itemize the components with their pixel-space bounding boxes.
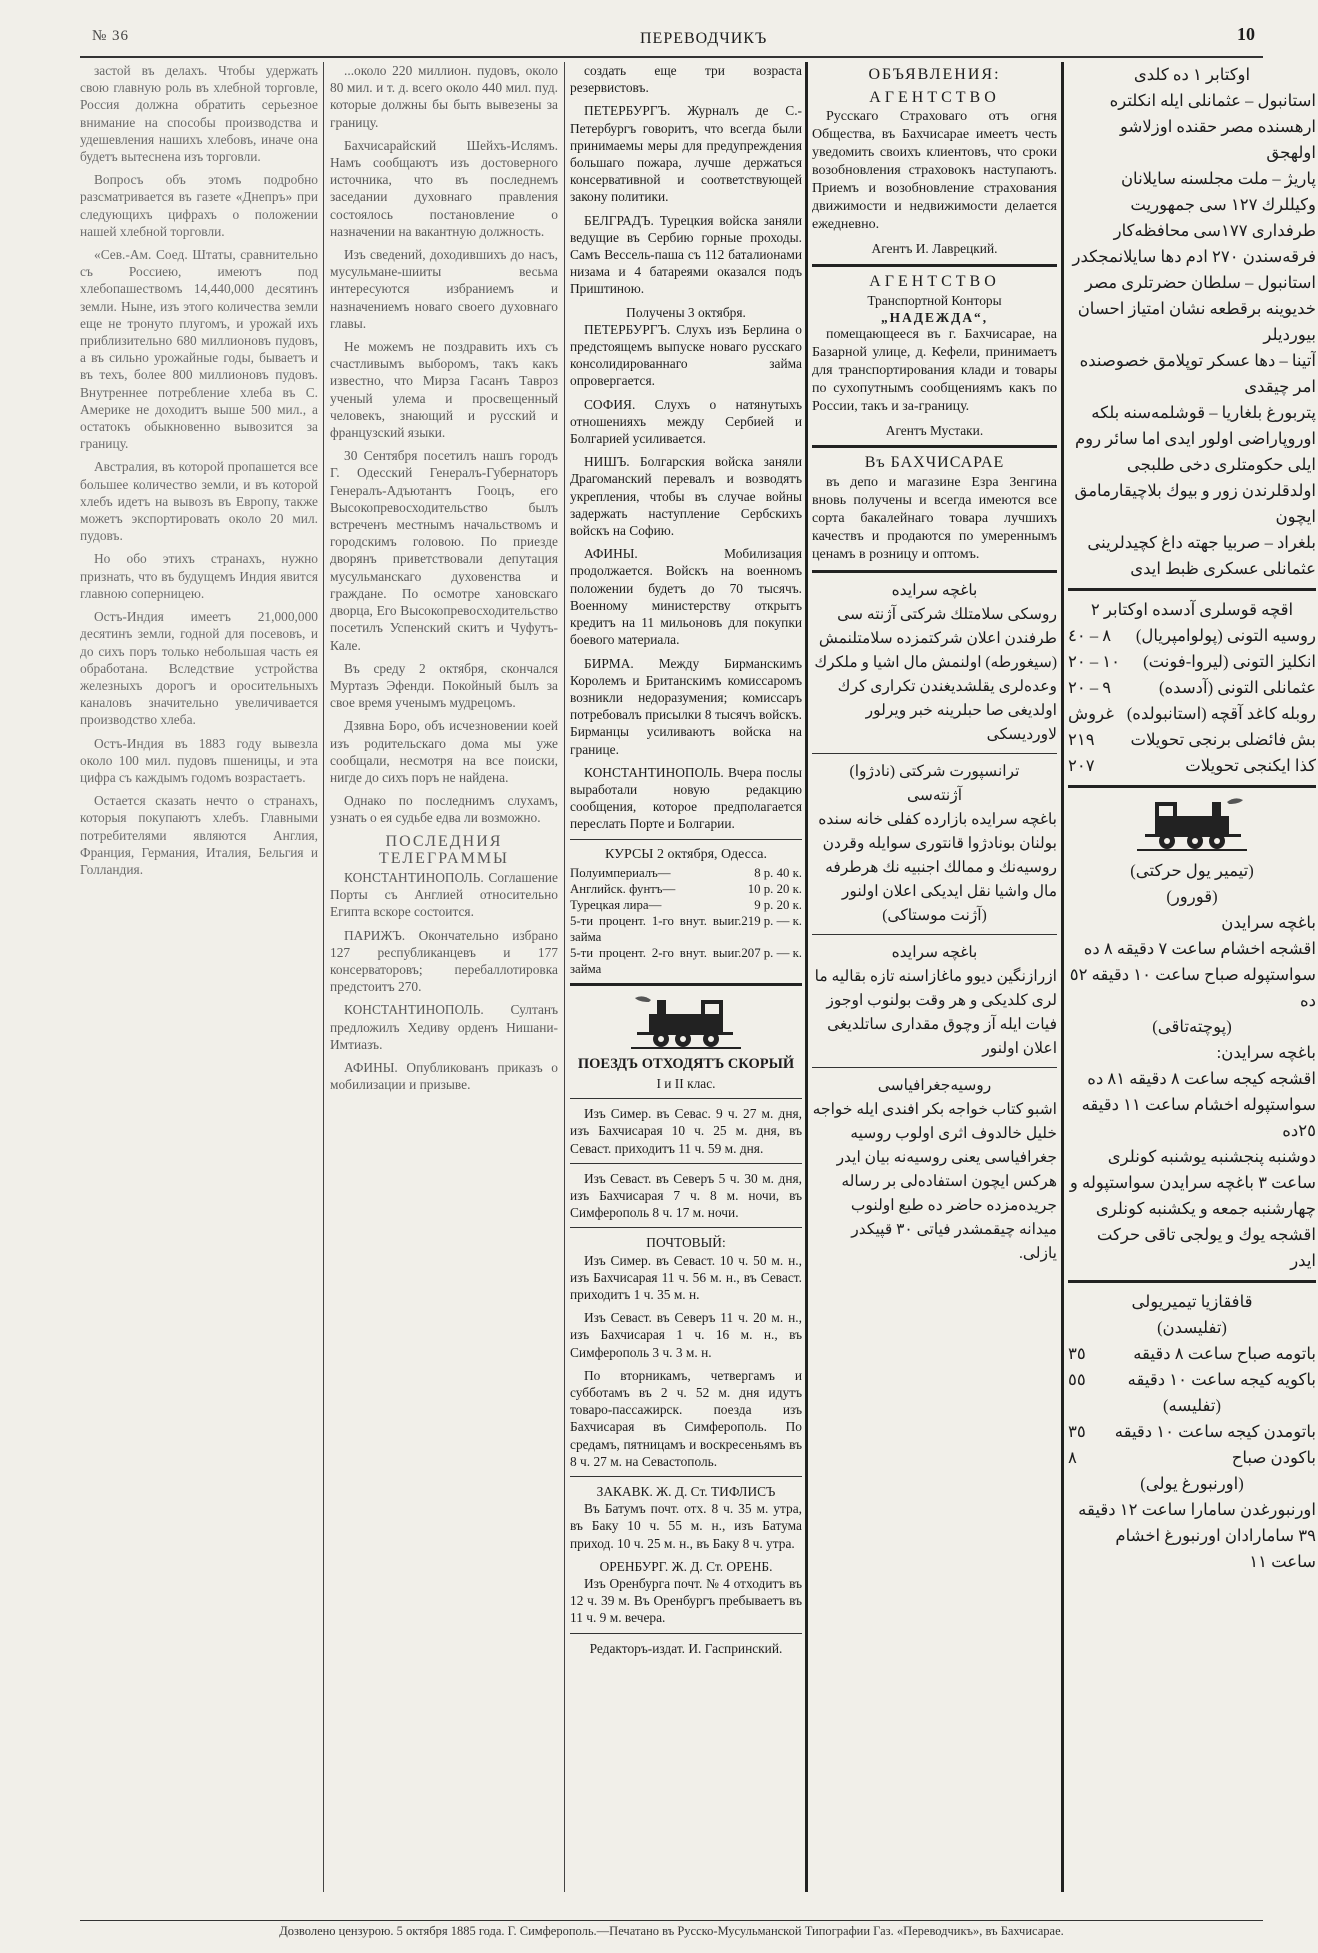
imprint-footer: Дозволено цензурою. 5 октября 1885 года. Г. Симферополь.—Печатано въ Русско-Мусульманской Типографии Газ. «Переводчикъ», въ Бахчисарае. (80, 1920, 1263, 1939)
ottoman-ad-title: باغچه سرايده (891, 943, 978, 961)
agency-agent: Агентъ И. Лаврецкий. (871, 241, 998, 257)
news-paragraph: 30 Сентября посетилъ нашъ городъ Г. Одесский Генералъ-Губернаторъ Генералъ-Адъютантъ Гооцъ, его Высокопревосходительство былъ встреченъ местнымъ начальствомъ и городскимъ головою. По приезде дворянъ приветствовали депутация мусульманскаго духовенства и граждане. По осмотре хановскаго дворца, Его Высокопревосходительство посетилъ Успенский скитъ и Чуфутъ-Кале. (330, 448, 558, 653)
divider (570, 1098, 802, 1099)
orenburg-title: ОРЕНБУРГ. Ж. Д. Ст. ОРЕНБ. (599, 1558, 773, 1574)
column-5-ottoman (1068, 62, 1316, 1902)
ottoman-ad-text: روسكى سلامتلك شركتى آژنته سى طرفندن اعلان شركتمزده سلامتلنمش (سيغورطه) اولنمش مال اشيا و ملكرك وعده‌لرى يقلشديغندن تكرارى كرك اولديغى صا حبلرينه خبر ويرلور (814, 605, 1057, 719)
table-row: كذا ايكنجى تحويلات ٢٠٧ (1068, 756, 1316, 775)
table-row: باتومه صباح ساعت ٨ دقيقه ٣٥ (1068, 1344, 1316, 1363)
article-paragraph: Австралия, въ которой пропашется все большее количество земли, и въ которой хлебъ идетъ на вывозъ въ Европу, также можетъ экспортировать около 20 мил. пудовъ. (80, 459, 318, 544)
table-row: 5-ти процент. 2-го внут. выиг. займа 207 р. — к. (570, 945, 802, 976)
ottoman-ad-agent: لاورديسكى (986, 725, 1057, 743)
caucasus-subtitle: (تفليسدن) (1157, 1318, 1227, 1337)
mail-train-title: ПОЧТОВЫЙ: (646, 1235, 726, 1251)
ottoman-ad-title: باغچه سرايده (891, 581, 978, 599)
news-paragraph: Не можемъ не поздравить ихъ съ счастливымъ выборомъ, такъ какъ известно, что Мирза Гасанъ Тавроз ученый улема и просвещенный человекъ, знающий и русский и французский языки. (330, 339, 558, 441)
news-paragraph: Въ среду 2 октября, скончался Муртазъ Эфенди. Покойный былъ за свое время ученымъ мудрецомъ. (330, 660, 558, 711)
ottoman-news: استانبول – عثمانلى ايله انكلتره ارهسنده مصر حقنده اوزلاشو اولهجق (1109, 91, 1316, 162)
telegrams-heading: ПОСЛЕДНИЯ ТЕЛЕГРАММЫ (378, 832, 510, 867)
agency-subtitle: Транспортной Конторы (867, 292, 1002, 308)
ottoman-date: اوكتابر ١ ده كلدى (1133, 65, 1251, 84)
caucasus-title: قافقازيا تيميريولى (1131, 1292, 1253, 1311)
article-paragraph: Но обо этихъ странахъ, нужно признать, что въ будущемъ Индия явится главною соперницею. (80, 551, 318, 601)
column-divider (805, 62, 808, 1892)
agency-title: АГЕНТСТВО (869, 89, 1000, 107)
trains-title: ПОЕЗДЪ ОТХОДЯТЪ СКОРЫЙ (577, 1055, 795, 1072)
divider (1068, 785, 1316, 788)
divider (812, 753, 1057, 754)
caucasus-subtitle: (تفليسه) (1163, 1396, 1221, 1415)
telegram-item: БИРМА. Между Бирманскимъ Королемъ и Британскимъ комиссаромъ возникли недоразумения; комиссаръ потребовалъ присылки 8 тысячъ войскъ. Бирманцы усиливаютъ войска на границе. (570, 655, 802, 757)
article-paragraph: Вопросъ объ этомъ подробно разсматривается въ газете «Днепръ» при следующихъ цифрахъ о положении нашей хлебной торговли. (80, 172, 318, 239)
issue-number: № 36 (92, 28, 130, 44)
train-schedule: Изъ Севаст. въ Северъ 11 ч. 20 м. н., изъ Бахчисарая 1 ч. 16 м. н., въ Симферополь 3 ч. 3 м. н. (570, 1310, 802, 1360)
telegram-item: АФИНЫ. Опубликованъ приказъ о мобилизации и призыве. (330, 1059, 558, 1093)
table-row: بش فائضلى برنجى تحويلات ٢١٩ (1068, 730, 1316, 749)
table-row: باتومدن كيجه ساعت ١٠ دقيقه ٣٥ (1068, 1422, 1316, 1441)
divider (1068, 1280, 1316, 1283)
table-row: 5-ти процент. 1-го внут. выиг. займа 219 р. — к. (570, 913, 802, 944)
agency-ad-text: Русскаго Страховаго отъ огня Общества, въ Бахчисарае имеетъ честь уведомить своихъ клиентовъ, что сроки возобновления страховокъ наступаютъ. Приемъ и возобновление страхования движимости и недвижимости делается ежедневно. (812, 109, 1057, 233)
train-schedule: Изъ Симер. въ Севаст. 10 ч. 50 м. н., изъ Бахчисарая 11 ч. 56 м. н., въ Севаст. приходитъ 1 ч. 35 м. н. (570, 1252, 802, 1302)
ottoman-news: پتربورغ بلغاريا – قوشلمه‌سنه بلكه اوروپاراضى اولور ايدى اما سائر روم ايلى حكومتلرى دخى طلبجى اولدقلرندن زور و بيوك بلاچيقارمامق ايچون (1074, 403, 1316, 526)
telegram-item: НИШЪ. Болгарския войска заняли Драгоманский перевалъ и возводятъ укрепления, чтобы въ случае войны задержать наступление Сербскихъ войскъ на Софию. (570, 454, 802, 539)
divider (570, 1633, 802, 1634)
telegram-item: создать еще три возраста резервистовъ. (570, 63, 802, 96)
telegram-item: ПАРИЖЪ. Окончательно избрано 127 республиканцевъ и 177 консерваторовъ; перебаллотировка предстоитъ 270. (330, 927, 558, 995)
telegram-item: АФИНЫ. Мобилизация продолжается. Войскъ на военномъ положении будетъ до 70 тысячъ. Военному министерству открытъ кредитъ на 11 мильоновъ для покупки боевого материала. (570, 546, 802, 648)
ottoman-ad-title: ترانسپورت شركتى (نادژوا) (849, 762, 1020, 780)
news-paragraph: ...около 220 миллион. пудовъ, около 80 мил. и т. д. всего около 440 мил. пуд. которые должны бы быть вывезены за границу. (330, 63, 558, 130)
ottoman-ad-subtitle: آژنته‌سى (907, 786, 962, 804)
orenburg-line: اورنبورغدن سامارا ساعت ١٢ دقيقه ٣٩ سامارادان اورنبورغ اخشام ساعت ١١ (1078, 1500, 1316, 1571)
newspaper-title: ПЕРЕВОДЧИКЪ (640, 30, 768, 47)
news-paragraph: Изъ сведений, доходившихъ до насъ, мусульмане-шииты весьма интересуются избраниемъ и назначениемъ новаго своего духовнаго главы. (330, 247, 558, 331)
locomotive-icon (631, 992, 741, 1050)
article-paragraph: «Сев.-Ам. Соед. Штаты, сравнительно съ Россиею, имеютъ под хлебопашествомъ 14,440,000 десятинъ земли. Ныне, изъ этого количества земли еще не тронуто плугомъ, и урожай ихъ приблизительно 680 миллионовъ пудовъ, а въ сильно урожайные годы, бываетъ и въ техъ, более 800 миллионовъ пудовъ. Внутреннее потребление хлеба въ С. Америке не доходитъ выше 500 мил., а остатокъ обыкновенно вывозится за границу. (80, 247, 318, 452)
telegram-item: КОНСТАНТИНОПОЛЬ. Вчера послы выработали новую редакцию сообщения, которое предполагается переслать Порте и Болгарии. (570, 764, 802, 832)
ottoman-rates-title: اقچه قوسلرى آدسده اوكتابر ٢ (1090, 600, 1294, 619)
telegram-item: КОНСТАНТИНОПОЛЬ. Соглашение Порты съ Англией относительно Египта вскоре состоится. (330, 869, 558, 920)
divider (570, 1163, 802, 1164)
rail-line: دوشنبه پنجشنبه يوشنبه كونلرى ساعت ٣ باغچه سرايدن سواستپوله و چهارشنبه جمعه و يكشنبه كونلرى اقشجه يوك و يولجى تاقى حركت ايدر (1069, 1147, 1316, 1270)
column-divider (323, 62, 324, 1892)
table-row: انكليز التونى (ليروا-فونت) ١٠ – ٢٠ (1068, 652, 1316, 671)
shop-ad-title: Въ БАХЧИСАРАЕ (864, 454, 1005, 472)
column-divider (1061, 62, 1064, 1892)
table-row: Английск. фунтъ— 10 р. 20 к. (570, 881, 802, 896)
table-row: Турецкая лира— 9 р. 20 к. (570, 897, 802, 912)
ottoman-ad-text: اشبو كتاب خواجه بكر افندى ايله خواجه خليل خالدوف اثرى اولوب روسيه جغرافياسى يعنى روسيه‌نه بيان ايدر هركس ايچون استفاده‌لى بر رساله جريده‌مزده حاضر ده طبع اولنوب ميدانه چيقمشدر فياتى ٣٠ قپيكدر (812, 1100, 1057, 1238)
exchange-rates-table (570, 865, 802, 977)
rail-line: اقشجه كيجه ساعت ٨ دقيقه ٨١ ده سواستپوله اخشام ساعت ١١ دقيقه ٢٥ده (1081, 1069, 1316, 1140)
divider (1068, 588, 1316, 591)
agency-agent: Агентъ Мустаки. (885, 423, 984, 439)
ottoman-ads (812, 579, 1057, 1266)
ottoman-ad-text: ازرازنگين ديوو ماغازاسنه تازه بقاليه ما لرى كلديكى و هر وقت بولنوب اوجوز فيات ايله آز وچوق مقدارى ساتلديغى اعلان اولنور (814, 967, 1057, 1057)
news-paragraph: Дзявна Боро, объ исчезновении коей изъ родительскаго дома мы уже сообщали, несмотря на все поиски, нигде до сихъ поръ не найдена. (330, 718, 558, 785)
divider (812, 264, 1057, 267)
locomotive-icon (1137, 794, 1247, 852)
divider (570, 983, 802, 986)
column-3-telegrams (570, 62, 802, 1902)
divider (570, 839, 802, 840)
train-schedule: Въ Батумъ почт. отх. 8 ч. 35 м. утра, въ Баку 10 ч. 55 м. н., изъ Батума приход. 10 ч. 25 м. н., въ Баку 8 ч. утра. (570, 1501, 802, 1551)
rail-line: باغچه سرايدن (1221, 913, 1316, 932)
column-1-article (80, 62, 318, 1902)
divider (570, 1227, 802, 1228)
ottoman-news: استانبول – سلطان حضرتلرى مصر خديوينه برقطعه نشان امتياز احسان بيورديلر (1077, 273, 1316, 344)
rail-subtitle: (قورور) (1166, 887, 1218, 906)
telegram-item: СОФИЯ. Слухъ о натянутыхъ отношенияхъ между Сербией и Болгарией усиливается. (570, 396, 802, 447)
table-row: عثمانلى التونى (آدسده) ٩ – ٢٠ (1068, 678, 1316, 697)
rail-title: (تيمير يول حركتى) (1130, 861, 1254, 880)
divider (812, 934, 1057, 935)
ottoman-ad-title: روسيه‌جغرافياسى (877, 1076, 992, 1094)
news-paragraph: Однако по последнимъ слухамъ, узнать о ея судьбе едва ли возможно. (330, 793, 558, 826)
received-date: Получены 3 октября. (626, 304, 746, 320)
news-paragraph: Бахчисарайский Шейхъ-Ислямъ. Намъ сообщаютъ изъ достоверного источника, что въ последнемъ заседании духовнаго правления состоялось постановление о назначении на вакантную должность. (330, 137, 558, 239)
table-row: روبله كاغد آقچه (استانبولده) غروش (1068, 704, 1316, 723)
shop-ad-text: въ депо и магазине Езра Зенгина вновь получены и всегда имеются все сорта бакалейнаго товара лучшихъ качествъ и продаются по умереннымъ ценамъ в розницу и оптомъ. (812, 474, 1057, 562)
telegram-item: БЕЛГРАДЪ. Турецкия войска заняли ведущие въ Сербию горные проходы. Самъ Вессель-паша съ 112 баталионами низама и 4 батареями оказался подъ Приштиною. (570, 212, 802, 297)
article-paragraph: Остъ-Индия въ 1883 году вывезла около 100 мил. пудовъ пшеницы, и эта цифра съ каждымъ годомъ возрастаетъ. (80, 735, 318, 785)
article-paragraph: застой въ делахъ. Чтобы удержать свою главную роль въ хлебной торговле, Россия должна обратить серьезное внимание на способы производства и удешевления нашихъ хлебовъ, иначе она будетъ вытеснена изъ торговли. (80, 63, 318, 165)
table-row: Полуимпериалъ— 8 р. 40 к. (570, 865, 802, 880)
article-paragraph: Остъ-Индия имеетъ 21,000,000 десятинъ земли, годной для посевовъ, и до сихъ поръ только небольшая часть ея обработана. Вследствие устройства железныхъ дорогъ и оросительныхъ каналовъ значительно увеличивается производство хлеба. (80, 609, 318, 728)
train-schedule: По вторникамъ, четвергамъ и субботамъ въ 2 ч. 52 м. дня идутъ товаро-пассажирск. поезда изъ Бахчисарая въ Симферополь. По средамъ, пятницамъ и воскресеньямъ въ 8 ч. 27 м. на Севастополь. (570, 1367, 802, 1469)
telegram-item: ПЕТЕРБУРГЪ. Журналъ де С.-Петербургъ говоритъ, что всегда были принимаемы меры для предупреждения большаго пожара, лучше держаться консервативной и соответствующей закону политики. (570, 103, 802, 205)
ottoman-news: پاريژ – ملت مجلسنه سايلانان وكيللرك ١٢٧ سى جمهوريت طرفدارى ١٧٧سى محافظه‌كار فرقه‌سندن ٢٧٠ ادم دها سايلانمجكدر (1072, 169, 1316, 266)
column-2-news (330, 62, 558, 1902)
rail-line: اقشجه اخشام ساعت ٧ دقيقه ٨ ده سواستپوله صباح ساعت ١٠ دقيقه ٥٢ ده (1069, 939, 1316, 1010)
ads-heading: ОБЪЯВЛЕНИЯ: (868, 66, 1001, 83)
table-row: باكودن صباح ٨ (1068, 1448, 1316, 1467)
agency-title: АГЕНТСТВО (869, 272, 1000, 290)
train-schedule: Изъ Оренбурга почт. № 4 отходитъ въ 12 ч. 39 м. Въ Оренбургъ пребываетъ въ 11 ч. 9 м. вечера. (570, 1576, 802, 1626)
editor-signature: Редакторъ-издат. И. Гаспринский. (589, 1640, 783, 1656)
divider (812, 445, 1057, 448)
agency-name: „НАДЕЖДА“, (880, 310, 989, 326)
exchange-rates-title: КУРСЫ 2 октября, Одесса. (605, 846, 767, 862)
divider (570, 1476, 802, 1477)
ottoman-news: آتينا – دها عسكر توپلامق خصوصنده امر چيقدى (1079, 351, 1316, 396)
telegram-item: ПЕТЕРБУРГЪ. Слухъ изъ Берлина о предстоящемъ выпуске новаго русскаго консолидированнаго займа опровергается. (570, 321, 802, 389)
table-row: باكويه كيجه ساعت ١٠ دقيقه ٥٥ (1068, 1370, 1316, 1389)
telegram-item: КОНСТАНТИНОПОЛЬ. Султанъ предложилъ Хедиву орденъ Нишани-Имтиазъ. (330, 1002, 558, 1052)
divider (812, 570, 1057, 573)
column-4-ads (812, 62, 1057, 1902)
train-schedule: Изъ Севаст. въ Северъ 5 ч. 30 м. дня, изъ Бахчисарая 7 ч. 8 м. ночи, въ Симферополь 8 ч. 17 м. ночи. (570, 1170, 802, 1221)
page-number: 10 (1237, 24, 1255, 44)
ottoman-news: بلغراد – صربيا جهته داغ كچيدلرينى عثمانلى عسكرى ظبط ايدى (1087, 533, 1316, 578)
divider (812, 1067, 1057, 1068)
article-paragraph: Остается сказать нечто о странахъ, которыя покупаютъ хлебъ. Главными потребителями являются Англия, Франция, Германия, Италия, Бельгия и Голландия. (80, 793, 318, 877)
page-header (80, 18, 1263, 58)
trains-subtitle: I и II клас. (656, 1075, 716, 1091)
tiflis-title: ЗАКАВК. Ж. Д. Ст. ТИФЛИСЪ (596, 1484, 776, 1499)
ottoman-ad-end: يازلى. (1018, 1244, 1057, 1262)
rail-line: (پوچته‌تاقى) (1152, 1017, 1232, 1036)
column-divider (564, 62, 565, 1892)
train-schedule: Изъ Симер. въ Севас. 9 ч. 27 м. дня, изъ Бахчисарая 10 ч. 25 м. дня, въ Севаст. приходитъ 11 ч. 59 м. дня. (570, 1106, 802, 1156)
ottoman-ad-agent: (آژنت موستاكى) (882, 906, 987, 924)
table-row: روسيه التونى (پولوامپريال) ٨ – ٤٠ (1068, 626, 1316, 645)
agency-ad-text: помещающееся въ г. Бахчисарае, на Базарной улице, д. Кефели, принимаетъ для транспортирования клади и товары по сухопутнымъ сообщениямъ какъ по России, такъ и за-границу. (812, 327, 1057, 415)
orenburg-title: (اورنبورغ يولى) (1140, 1474, 1244, 1493)
rail-line: باغچه سرايدن: (1216, 1043, 1316, 1062)
ottoman-ad-text: باغچه سرايده بازارده كفلى خانه سنده بولنان بونادژوا قانتورى سوايله وقردن روسيه‌نك و ممالك اجنبيه نك هرطرفه مال واشيا نقل ايديكى اعلان اولنور (818, 810, 1057, 900)
ottoman-rates-table (1068, 623, 1316, 779)
